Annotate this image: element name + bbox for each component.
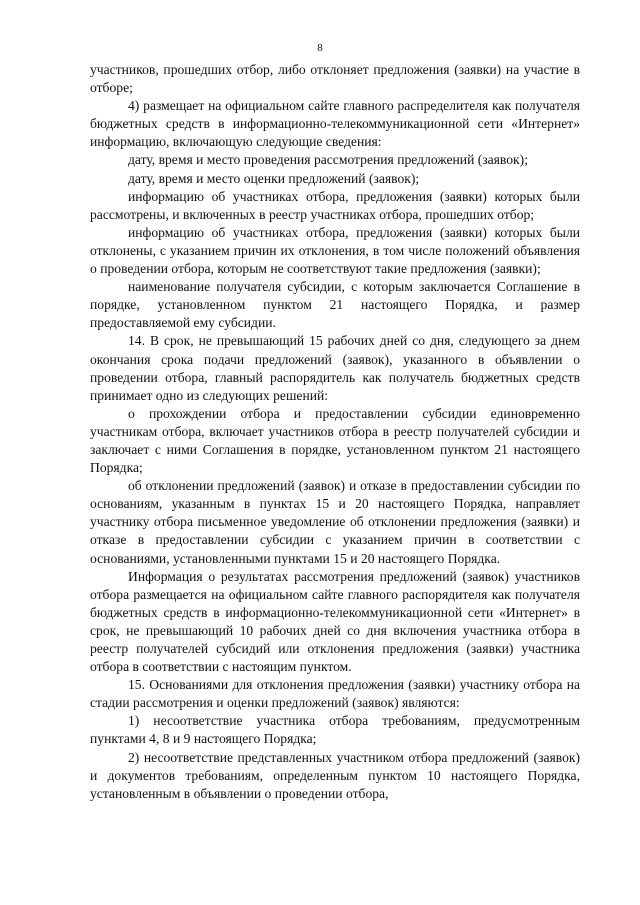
paragraph-decision-reject: об отклонении предложений (заявок) и отказе в предоставлении субсидии по основаниям, указанным в пунктах 15 и 20 настоящего Порядка, направляет участнику отбора письменное уведомление об отклонении предложения (заявки) и отказе в предоставлении субсидии с указанием причин в соответствии с основаниями, установленными пунктами 15 и 20 настоящего Порядка.: [90, 478, 580, 566]
paragraph-point-15: 15. Основаниями для отклонения предложения (заявки) участнику отбора на стадии рассмотрения и оценки предложений (заявок) являются:: [90, 677, 580, 711]
paragraph-review-date: дату, время и место проведения рассмотрения предложений (заявок);: [128, 152, 528, 168]
paragraph-ground-2: 2) несоответствие представленных участником отбора предложений (заявок) и документов требованиям, определенным пунктом 10 настоящего Порядка, установленным в объявлении о проведении отбора,: [90, 749, 580, 801]
paragraph-decision-approve: о прохождении отбора и предоставлении субсидии единовременно участникам отбора, включает участников отбора в реестр получателей субсидии и заключает с ними Соглашения в порядке, установленном пунктом 21 настоящего Порядка;: [90, 405, 580, 476]
page-number: 8: [317, 42, 323, 54]
document-body: [90, 61, 580, 803]
paragraph-point-14: 14. В срок, не превышающий 15 рабочих дней со дня, следующего за днем окончания срока подачи предложений (заявок), указанного в объявлении о проведении отбора, главный распорядитель как получатель бюджетных средств принимает одно из следующих решений:: [90, 333, 580, 403]
paragraph-rejected-participants: информацию об участниках отбора, предложения (заявки) которых были отклонены, с указанием причин их отклонения, в том числе положений объявления о проведении отбора, которым не соответствуют такие предложения (заявки);: [90, 224, 580, 277]
paragraph-results-info: Информация о результатах рассмотрения предложений (заявок) участников отбора размещается на официальном сайте главного распорядителя как получателя бюджетных средств в информационно-телекоммуникационной сети «Интернет» в срок, не превышающий 10 рабочих дней со дня включения участника отбора в реестр получателей субсидий или отклонения предложения (заявки) участника отбора в соответствии с настоящим пунктом.: [90, 568, 580, 675]
paragraph-continuation: участников, прошедших отбор, либо отклоняет предложения (заявки) на участие в отборе;: [90, 62, 580, 96]
paragraph-evaluation-date: дату, время и место оценки предложений (заявок);: [128, 170, 420, 186]
paragraph-ground-1: 1) несоответствие участника отбора требованиям, предусмотренным пунктами 4, 8 и 9 настоящего Порядка;: [90, 713, 580, 747]
paragraph-item-4: 4) размещает на официальном сайте главного распределителя как получателя бюджетных средств в информационно-телекоммуникационной сети «Интернет» информацию, включающую следующие сведения:: [90, 98, 580, 150]
paragraph-recipient-name: наименование получателя субсидии, с которым заключается Соглашение в порядке, установленном пунктом 21 настоящего Порядка, и размер предоставляемой ему субсидии.: [90, 279, 580, 331]
paragraph-reviewed-participants: информацию об участниках отбора, предложения (заявки) которых были рассмотрены, и включенных в реестр участниках отбора, прошедших отбор;: [90, 188, 580, 222]
